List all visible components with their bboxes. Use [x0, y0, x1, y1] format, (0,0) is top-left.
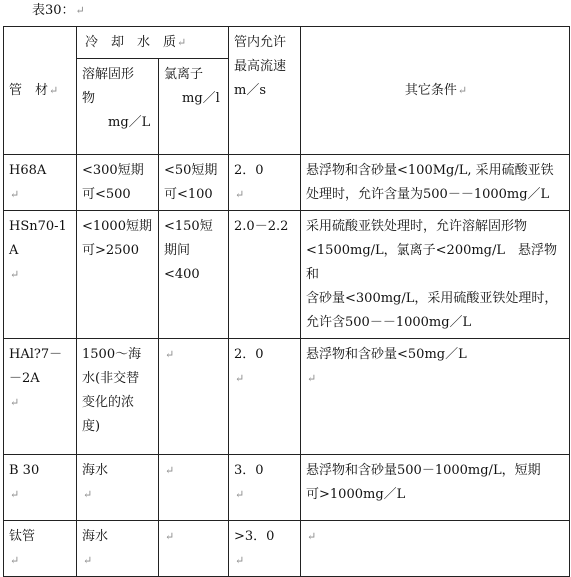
- header-dissolved-solids: 溶解固形 物 mg／L: [77, 59, 159, 155]
- table-row: [4, 155, 570, 211]
- table-row: [4, 211, 570, 339]
- cell-other-conditions: ↵: [301, 521, 570, 577]
- cell-dissolved-solids: <300短期 可<500: [77, 155, 159, 211]
- header-row-1: [4, 27, 570, 59]
- cell-max-velocity: 3．0 ↵: [229, 455, 301, 521]
- cell-material: B 30 ↵: [4, 455, 77, 521]
- cell-material: H68A ↵: [4, 155, 77, 211]
- cell-other-conditions: 悬浮物和含砂量<100Mg/L, 采用硫酸亚铁 处理时，允许含量为500－－1000mg／L: [301, 155, 570, 211]
- cell-max-velocity: >3．0 ↵: [229, 521, 301, 577]
- cell-dissolved-solids: 海水 ↵: [77, 521, 159, 577]
- header-other-conditions: 其它条件↵: [301, 27, 570, 155]
- cooling-water-table: [3, 26, 570, 577]
- cell-chloride: ↵: [159, 339, 229, 455]
- header-material: 管 材↵: [4, 27, 77, 155]
- cell-other-conditions: 悬浮物和含砂量<50mg／L ↵: [301, 339, 570, 455]
- table-row: [4, 339, 570, 455]
- cell-other-conditions: 悬浮物和含砂量500－1000mg/L，短期 可>1000mg／L: [301, 455, 570, 521]
- cell-dissolved-solids: 海水 ↵: [77, 455, 159, 521]
- table-row: [4, 521, 570, 577]
- cell-max-velocity: 2．0 ↵: [229, 155, 301, 211]
- header-max-velocity: 管内允许 最高流速 m／s: [229, 27, 301, 155]
- cell-material: HAl?7－ －2A ↵: [4, 339, 77, 455]
- cell-chloride: <50短期 可<100: [159, 155, 229, 211]
- header-chloride: 氯离子 mg／l: [159, 59, 229, 155]
- cell-max-velocity: 2．0 ↵: [229, 339, 301, 455]
- table-row: [4, 455, 570, 521]
- cell-chloride: ↵: [159, 455, 229, 521]
- header-water-quality: 冷 却 水 质↵: [77, 27, 229, 59]
- cell-material: HSn70-1A ↵: [4, 211, 77, 339]
- cell-material: 钛管 ↵: [4, 521, 77, 577]
- cell-dissolved-solids: 1500～海 水(非交替 变化的浓 度): [77, 339, 159, 455]
- table-caption: 表30：↵: [32, 3, 85, 18]
- cell-chloride: <150短 期间 <400: [159, 211, 229, 339]
- cell-other-conditions: 采用硫酸亚铁处理时，允许溶解固形物 <1500mg/L，氯离子<200mg/L 悬浮物和 含砂量<300mg/L，采用硫酸亚铁处理时， 允许含500－－1000mg／L: [301, 211, 570, 339]
- cell-chloride: ↵: [159, 521, 229, 577]
- cell-dissolved-solids: <1000短期 可>2500: [77, 211, 159, 339]
- cell-max-velocity: 2.0－2.2: [229, 211, 301, 339]
